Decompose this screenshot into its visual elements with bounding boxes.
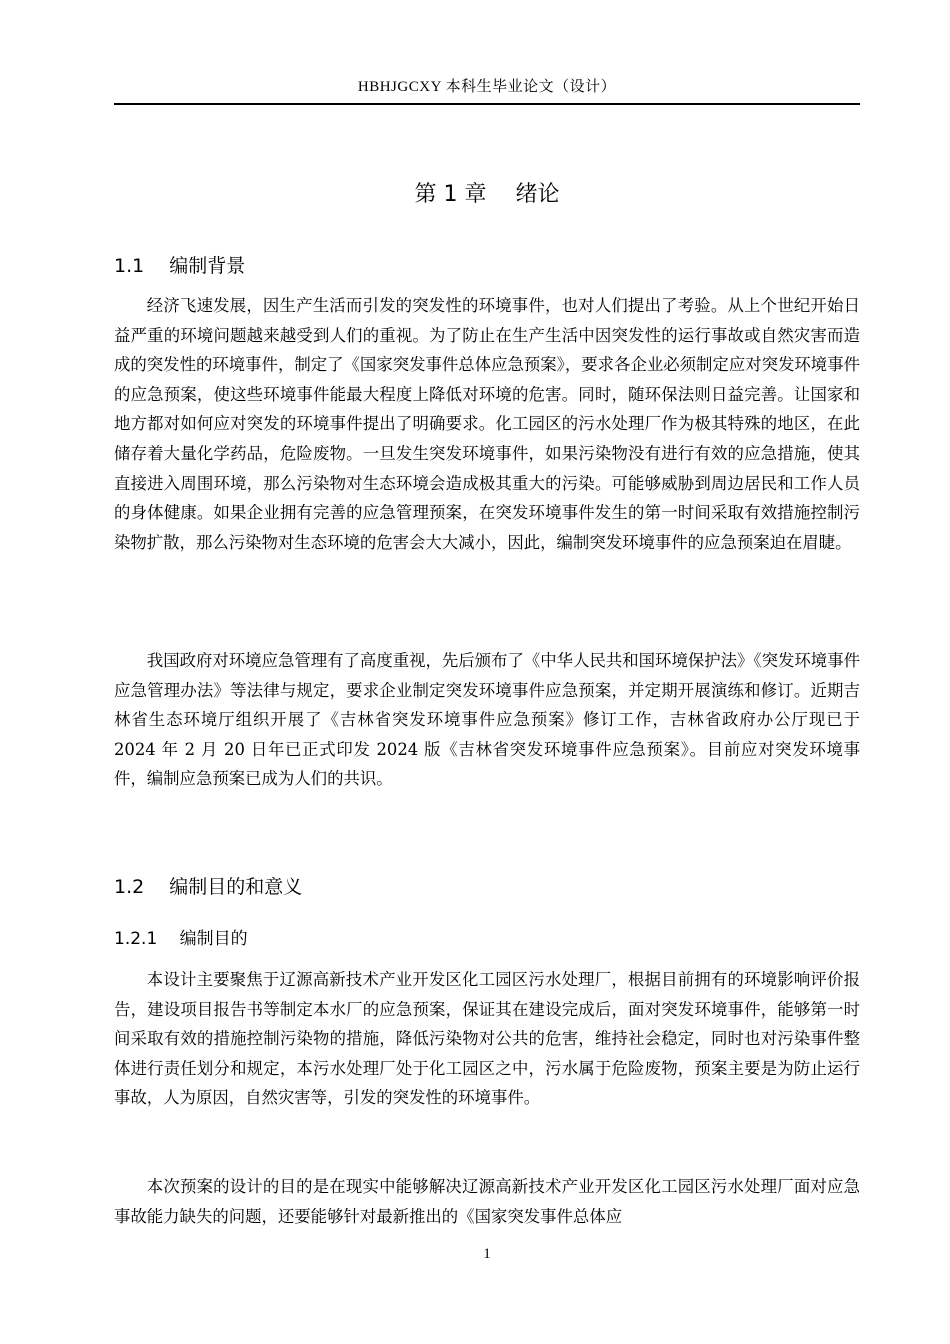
section-heading-1-1: 1.1 编制背景 (114, 255, 246, 277)
page-number: 1 (483, 1246, 491, 1262)
paragraph-purpose-2: 本次预案的设计的目的是在现实中能够解决辽源高新技术产业开发区化工园区污水处理厂面对应急事故能力缺失的问题，还要能够针对最新推出的《国家突发事件总体应 (114, 1177, 860, 1226)
paragraph-background-1: 经济飞速发展，因生产生活而引发的突发性的环境事件，也对人们提出了考验。从上个世纪开始日益严重的环境问题越来越受到人们的重视。为了防止在生产生活中因突发性的运行事故或自然灾害而造成的突发性的环境事件，制定了《国家突发事件总体应急预案》，要求各企业必须制定应对突发环境事件的应急预案，使这些环境事件能最大程度上降低对环境的危害。同时，随环保法则日益完善。让国家和地方都对如何应对突发的环境事件提出了明确要求。化工园区的污水处理厂作为极其特殊的地区，在此储存着大量化学药品，危险废物。一旦发生突发环境事件，如果污染物没有进行有效的应急措施，使其直接进入周围环境，那么污染物对生态环境会造成极其重大的污染。可能够威胁到周边居民和工作人员的身体健康。如果企业拥有完善的应急管理预案，在突发环境事件发生的第一时间采取有效措施控制污染物扩散，那么污染物对生态环境的危害会大大减小，因此，编制突发环境事件的应急预案迫在眉睫。 (114, 296, 860, 552)
section-heading-1-2: 1.2 编制目的和意义 (114, 876, 303, 898)
section-heading-1-2-1: 1.2.1 编制目的 (114, 929, 248, 949)
paragraph-purpose-1: 本设计主要聚焦于辽源高新技术产业开发区化工园区污水处理厂，根据目前拥有的环境影响评价报告，建设项目报告书等制定本水厂的应急预案，保证其在建设完成后，面对突发环境事件，能够第一时间采取有效的措施控制污染物的措施，降低污染物对公共的危害，维持社会稳定，同时也对污染事件整体进行责任划分和规定，本污水处理厂处于化工园区之中，污水属于危险废物，预案主要是为防止运行事故，人为原因，自然灾害等，引发的突发性的环境事件。 (114, 970, 860, 1108)
paragraph-background-2: 我国政府对环境应急管理有了高度重视，先后颁布了《中华人民共和国环境保护法》《突发环境事件应急管理办法》等法律与规定，要求企业制定突发环境事件应急预案，并定期开展演练和修订。近期吉林省生态环境厅组织开展了《吉林省突发环境事件应急预案》修订工作，吉林省政府办公厅现已于 2024 年 2 月 20 日年已正式印发 2024 版《吉林省突发环境事件应急预案》。目前应对突发环境事件，编制应急预案已成为人们的共识。 (114, 651, 860, 789)
chapter-title: 第 1 章 绪论 (414, 182, 560, 207)
page-header: HBHJGCXY 本科生毕业论文（设计） (114, 74, 860, 105)
